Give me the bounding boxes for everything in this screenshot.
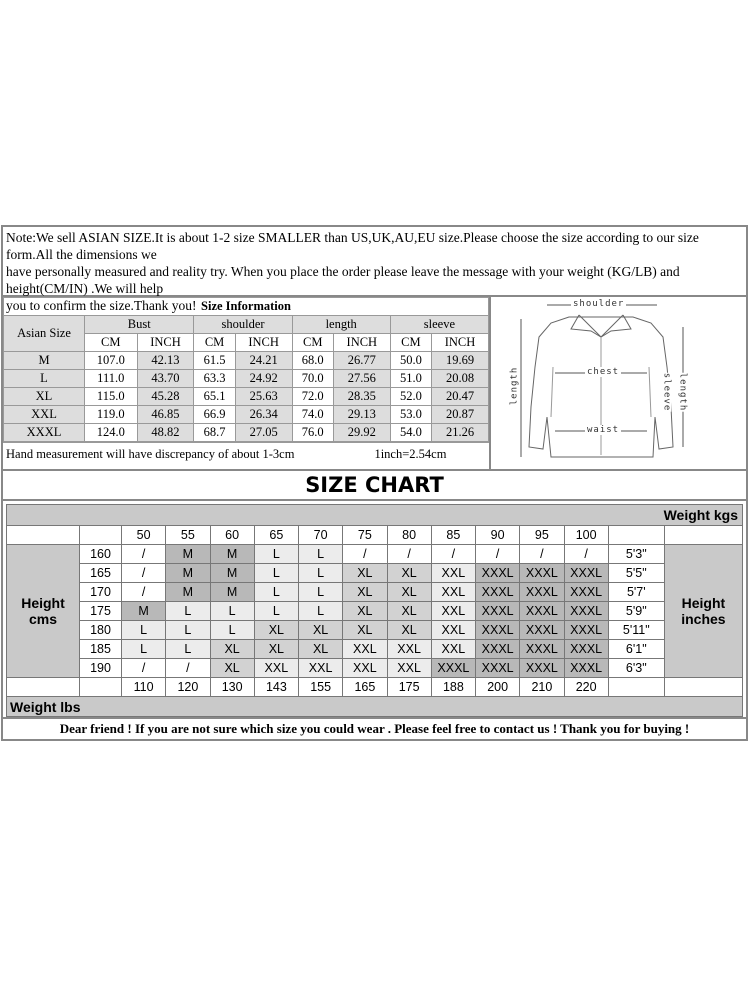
size-info-panel [3,297,491,469]
measurement-cell: 107.0 [85,352,138,370]
measurement-cell: 20.47 [432,388,489,406]
weight-kgs-label: Weight kgs [7,505,743,526]
measurement-cell: 43.70 [137,370,194,388]
hand-note: Hand measurement will have discrepancy of about 1-3cm [6,446,295,461]
measurement-cell: 26.77 [333,352,390,370]
size-cell: XXL [431,583,475,602]
height-cms-label [7,545,80,678]
weight-kg-cell: 85 [431,526,475,545]
size-cell: XL [299,640,343,659]
weight-lbs-cell: 165 [343,678,387,697]
size-cell: L [254,583,298,602]
note-line: Note:We sell ASIAN SIZE.It is about 1-2 size SMALLER than US,UK,AU,EU size.Please choose the size according to our size [6,230,699,245]
size-info-row [4,424,489,442]
size-cell: L [254,564,298,583]
size-cell: XXL [343,659,387,678]
size-chart-row [7,545,743,564]
measurement-cell: 66.9 [194,406,235,424]
height-inch-cell: 6'3" [608,659,664,678]
size-cell: XXXL [476,602,520,621]
size-cell: XL [210,659,254,678]
size-cell: / [564,545,608,564]
size-info-body [4,352,489,442]
height-inches-label-line: inches [681,611,726,627]
size-cell: XXXL [564,621,608,640]
size-cell: L [210,621,254,640]
measurement-cell: 111.0 [85,370,138,388]
blank-cell [608,678,664,697]
height-inches-label [664,545,742,678]
size-cell: XXXL [564,564,608,583]
size-cell: / [520,545,564,564]
unit-header: CM [194,334,235,352]
group-header: length [292,316,390,334]
blank-cell [7,678,80,697]
weight-lbs-cell: 110 [122,678,166,697]
asian-size-header: Asian Size [4,316,85,352]
weight-kg-cell: 60 [210,526,254,545]
measurement-cell: 27.56 [333,370,390,388]
size-chart-title: SIZE CHART [1,469,748,499]
weight-lbs-cell: 188 [431,678,475,697]
weight-kg-cell: 55 [166,526,210,545]
size-cell: L [254,602,298,621]
size-cell: L [122,640,166,659]
size-info-row [4,370,489,388]
weight-kg-cell: 70 [299,526,343,545]
measurement-cell: 28.35 [333,388,390,406]
size-info-title: Size Information [4,298,489,316]
height-cm-cell: 175 [80,602,122,621]
size-cell: / [122,545,166,564]
blank-cell [664,678,742,697]
measurement-cell: 24.21 [235,352,292,370]
size-cell: / [387,545,431,564]
size-cell: L [4,370,85,388]
measurement-cell: 27.05 [235,424,292,442]
size-cell: XL [254,621,298,640]
size-cell: XL [343,621,387,640]
size-chart-row [7,640,743,659]
size-cell: XXL [254,659,298,678]
size-cell: M [210,564,254,583]
measurement-cell: 54.0 [390,424,431,442]
size-cell: XXXL [476,621,520,640]
sleeve-length-label: length [677,372,688,412]
size-cell: XL [387,621,431,640]
size-cell: L [299,583,343,602]
size-cell: L [299,545,343,564]
size-cell: XXXL [520,621,564,640]
measurement-cell: 25.63 [235,388,292,406]
size-cell: XL [210,640,254,659]
blank-cell [664,526,742,545]
size-cell: / [476,545,520,564]
size-cell: L [166,602,210,621]
size-cell: / [122,583,166,602]
weight-kg-cell: 65 [254,526,298,545]
note-line: have personally measured and reality try. When you place the order please leave the message with your weight (KG/LB) and [6,264,680,279]
weight-kg-cell: 75 [343,526,387,545]
weight-lbs-cell: 130 [210,678,254,697]
unit-header: CM [292,334,333,352]
height-cm-cell: 165 [80,564,122,583]
weight-kg-cell: 90 [476,526,520,545]
weight-lbs-cell: 175 [387,678,431,697]
weight-kg-cell: 100 [564,526,608,545]
measurement-cell: 61.5 [194,352,235,370]
measurement-cell: 72.0 [292,388,333,406]
blank-cell [7,526,80,545]
measurement-note [3,442,489,465]
size-cell: XXXL [476,659,520,678]
size-cell: M [166,545,210,564]
weight-lbs-cell: 200 [476,678,520,697]
size-cell: XXXL [564,583,608,602]
size-chart-table [6,504,743,717]
note-line: form.All the dimensions we [6,247,157,262]
measurement-cell: 124.0 [85,424,138,442]
size-cell: L [210,602,254,621]
unit-header: INCH [333,334,390,352]
size-cell: XXL [387,640,431,659]
measurement-cell: 42.13 [137,352,194,370]
size-cell: XXXL [520,602,564,621]
size-cell: XXL [4,406,85,424]
size-info-section [1,295,748,469]
weight-kg-cell: 80 [387,526,431,545]
size-cell: / [431,545,475,564]
size-info-row [4,352,489,370]
note-line: height(CM/IN) .We will help [6,281,164,296]
size-cell: XL [4,388,85,406]
size-cell: XXL [387,659,431,678]
size-cell: XXXL [520,564,564,583]
shoulder-label: shoulder [573,299,625,309]
measurement-cell: 119.0 [85,406,138,424]
size-cell: XL [387,564,431,583]
height-inch-cell: 5'9" [608,602,664,621]
height-cm-cell: 170 [80,583,122,602]
size-cell: M [166,564,210,583]
size-cell: M [210,583,254,602]
size-cell: XXXL [520,640,564,659]
size-cell: M [4,352,85,370]
size-chart-row [7,602,743,621]
measurement-cell: 21.26 [432,424,489,442]
height-cms-label-line: cms [28,611,58,627]
size-chart-body [7,545,743,678]
size-cell: XL [343,583,387,602]
weight-lbs-label: Weight lbs [7,697,743,717]
measurement-cell: 52.0 [390,388,431,406]
measurement-cell: 51.0 [390,370,431,388]
size-cell: L [166,621,210,640]
unit-header: CM [85,334,138,352]
size-cell: XXXL [520,659,564,678]
height-inch-cell: 5'5" [608,564,664,583]
measurement-cell: 19.69 [432,352,489,370]
size-cell: XXXL [476,640,520,659]
size-cell: XXXL [476,564,520,583]
measurement-cell: 20.08 [432,370,489,388]
size-cell: XXXL [564,602,608,621]
height-inch-cell: 5'3" [608,545,664,564]
measurement-cell: 45.28 [137,388,194,406]
size-cell: / [122,659,166,678]
weight-lbs-cell: 210 [520,678,564,697]
size-cell: XL [387,602,431,621]
size-chart-row [7,583,743,602]
height-inches-label-line: Height [681,595,726,611]
height-inch-cell: 5'11" [608,621,664,640]
size-cell: XXXL [564,640,608,659]
size-cell: L [254,545,298,564]
measurement-cell: 50.0 [390,352,431,370]
size-chart-row [7,564,743,583]
measurement-cell: 24.92 [235,370,292,388]
size-cell: XXL [431,621,475,640]
measurement-cell: 20.87 [432,406,489,424]
blank-cell [80,678,122,697]
height-cms-label-line: Height [21,595,65,611]
size-guide [1,225,748,741]
size-cell: XL [343,602,387,621]
unit-header: INCH [235,334,292,352]
size-cell: / [122,564,166,583]
height-cm-cell: 190 [80,659,122,678]
size-cell: L [299,564,343,583]
size-info-table [3,297,489,442]
size-cell: L [166,640,210,659]
measurement-cell: 68.7 [194,424,235,442]
group-header: Bust [85,316,194,334]
size-cell: L [299,602,343,621]
weight-kg-cell: 95 [520,526,564,545]
size-cell: XXL [431,602,475,621]
weight-kg-cell: 50 [122,526,166,545]
size-cell: XXXL [564,659,608,678]
height-cm-cell: 185 [80,640,122,659]
measurement-cell: 29.92 [333,424,390,442]
size-cell: XXL [431,564,475,583]
size-cell: XXL [431,640,475,659]
footer-message: Dear friend ! If you are not sure which size you could wear . Please feel free to contact us ! Thank you for buying ! [1,719,748,741]
waist-label: waist [587,425,620,435]
size-cell: XXXL [520,583,564,602]
measurement-cell: 29.13 [333,406,390,424]
size-cell: / [343,545,387,564]
sleeve-label: sleeve [661,372,672,412]
size-chart-panel [1,499,748,719]
note-line: you to confirm the size.Thank you! [6,298,197,313]
size-chart-row [7,659,743,678]
unit-header: INCH [137,334,194,352]
height-inch-cell: 5'7' [608,583,664,602]
weight-lbs-cell: 143 [254,678,298,697]
size-cell: XXL [299,659,343,678]
size-cell: M [210,545,254,564]
size-cell: XL [299,621,343,640]
shirt-sketch [491,297,746,469]
size-cell: M [122,602,166,621]
weight-lbs-row [7,678,743,697]
measurement-cell: 48.82 [137,424,194,442]
size-cell: XXXL [431,659,475,678]
size-cell: XL [254,640,298,659]
measurement-cell: 26.34 [235,406,292,424]
measurement-cell: 76.0 [292,424,333,442]
group-header: sleeve [390,316,488,334]
size-chart-row [7,621,743,640]
blank-cell [608,526,664,545]
weight-kg-row [7,526,743,545]
size-cell: XXXL [4,424,85,442]
size-info-row [4,388,489,406]
measurement-cell: 53.0 [390,406,431,424]
height-cm-cell: 180 [80,621,122,640]
height-inch-cell: 6'1" [608,640,664,659]
group-header: shoulder [194,316,292,334]
unit-header: INCH [432,334,489,352]
shirt-outline-icon [491,297,748,469]
height-cm-cell: 160 [80,545,122,564]
unit-header: CM [390,334,431,352]
size-cell: L [122,621,166,640]
measurement-cell: 74.0 [292,406,333,424]
measurement-cell: 46.85 [137,406,194,424]
size-cell: M [166,583,210,602]
weight-lbs-cell: 155 [299,678,343,697]
size-info-row [4,406,489,424]
inch-conversion: 1inch=2.54cm [374,446,447,461]
measurement-cell: 70.0 [292,370,333,388]
measurement-cell: 63.3 [194,370,235,388]
size-cell: XXXL [476,583,520,602]
size-cell: XL [343,564,387,583]
length-label: length [509,366,520,406]
blank-cell [80,526,122,545]
chest-label: chest [587,367,620,377]
measurement-cell: 115.0 [85,388,138,406]
weight-lbs-cell: 220 [564,678,608,697]
measurement-cell: 68.0 [292,352,333,370]
size-cell: XL [387,583,431,602]
size-cell: / [166,659,210,678]
size-cell: XXL [343,640,387,659]
weight-lbs-cell: 120 [166,678,210,697]
measurement-cell: 65.1 [194,388,235,406]
